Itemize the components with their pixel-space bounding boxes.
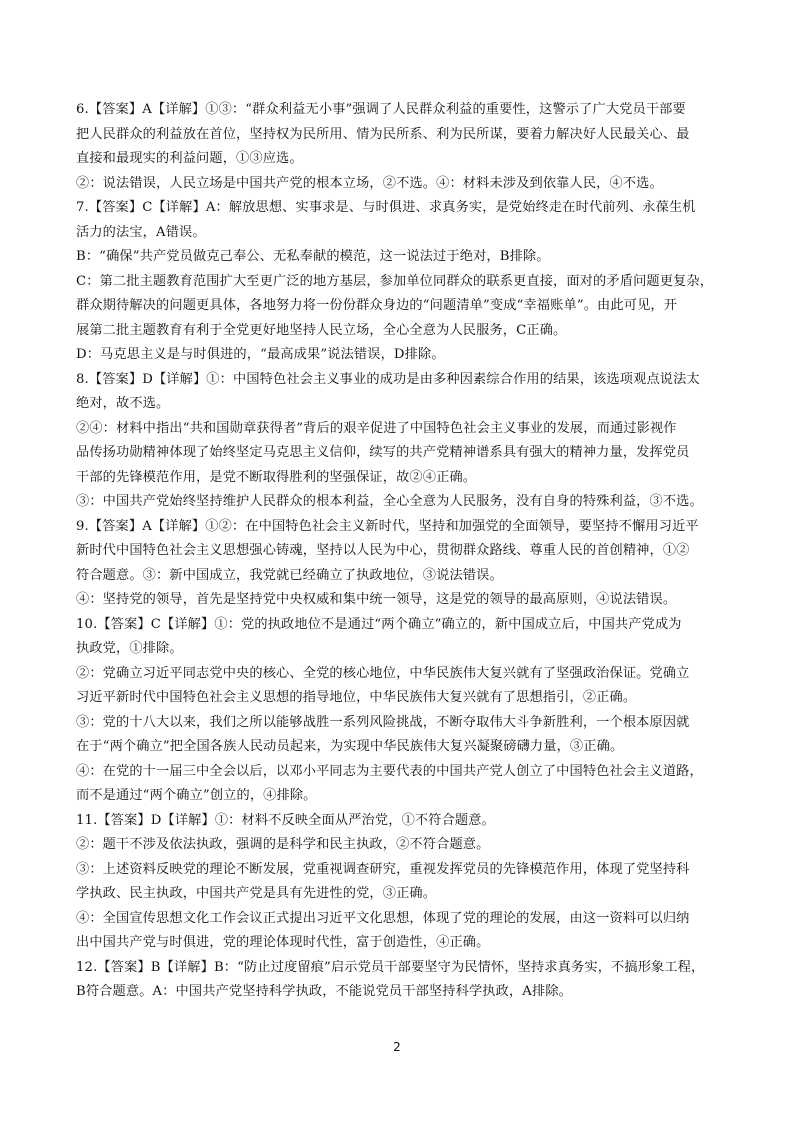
text-line: 9.【答案】A【详解】①②：在中国特色社会主义新时代，坚持和加强党的全面领导，要坚持不懈用习近平 [76, 518, 699, 534]
text-line: ④：坚持党的领导，首先是坚持党中央权威和集中统一领导，这是党的领导的最高原则，④说法错误。 [76, 592, 677, 607]
text-line: ④：全国宣传思想文化工作会议正式提出习近平文化思想，体现了党的理论的发展，由这一资料可以归纳 [76, 910, 690, 926]
text-line: 展第二批主题教育有利于全党更好地坚持人民立场，全心全意为人民服务，C正确。 [76, 322, 567, 338]
text-line: 符合题意。③：新中国成立，我党就已经确立了执政地位，③说法错误。 [76, 567, 503, 583]
text-line: 品传扬功勋精神体现了始终坚定马克思主义信仰，续写的共产党精神谱系具有强大的精神力量，发挥党员 [76, 445, 690, 460]
text-line: 7.【答案】C【详解】A：解放思想、实事求是、与时俱进、求真务实，是党始终走在时代前列、永葆生机 [76, 200, 696, 215]
text-line: 活力的法宝，A错误。 [76, 224, 206, 240]
text-line: 学执政、民主执政，中国共产党是具有先进性的党，③正确。 [76, 886, 437, 901]
text-line: 在于“两个确立”把全国各族人民动员起来，为实现中华民族伟大复兴凝聚磅礴力量，③正确。 [76, 739, 624, 754]
text-line: 习近平新时代中国特色社会主义思想的指导地位，中华民族伟大复兴就有了思想指引，②正确。 [76, 690, 637, 705]
text-line: ④：在党的十一届三中全会以后，以邓小平同志为主要代表的中国共产党人创立了中国特色社会主义道路， [76, 763, 703, 779]
page-number: 2 [393, 1040, 401, 1054]
text-line: ②：说法错误，人民立场是中国共产党的根本立场，②不选。④：材料未涉及到依靠人民，④不选。 [76, 175, 663, 191]
text-line: B：“确保”共产党员做克己奉公、无私奉献的模范，这一说法过于绝对，B排除。 [76, 249, 550, 264]
text-line: ②：党确立习近平同志党中央的核心、全党的核心地位，中华民族伟大复兴就有了坚强政治保证。党确立 [76, 665, 690, 681]
text-line: 11.【答案】D【详解】①：材料不反映全面从严治党，①不符合题意。 [76, 812, 495, 828]
text-line: 新时代中国特色社会主义思想强心铸魂，坚持以人民为中心，贯彻群众路线、尊重人民的首创精神，①② [76, 543, 690, 558]
text-line: ③：党的十八大以来，我们之所以能够战胜一系列风险挑战，不断夺取伟大斗争新胜利，一个根本原因就 [76, 714, 690, 730]
text-line: 8.【答案】D【详解】①：中国特色社会主义事业的成功是由多种因素综合作用的结果，该选项观点说法太 [76, 371, 700, 387]
text-line: 绝对，故不选。 [76, 396, 170, 411]
text-line: ③：上述资料反映党的理论不断发展，党重视调查研究，重视发挥党员的先锋模范作用，体现了党坚持科 [76, 861, 690, 877]
text-line: 10.【答案】C【详解】①：党的执政地位不是通过“两个确立”确立的，新中国成立后，中国共产党成为 [76, 616, 682, 632]
text-line: 6.【答案】A【详解】①③：“群众利益无小事”强调了人民群众利益的重要性，这警示了广大党员干部要 [76, 102, 686, 117]
text-line: D：马克思主义是与时俱进的，“最高成果”说法错误，D排除。 [76, 347, 445, 362]
text-line: B符合题意。A：中国共产党坚持科学执政，不能说党员干部坚持科学执政，A排除。 [76, 984, 572, 999]
answer-explanations [76, 98, 722, 1005]
text-line: 12.【答案】B【详解】B：“防止过度留痕”启示党员干部要坚守为民情怀，坚持求真务实，不搞形象工程， [76, 959, 705, 975]
text-line: ②：题干不涉及依法执政，强调的是科学和民主执政，②不符合题意。 [76, 837, 490, 852]
text-line: ③：中国共产党始终坚持维护人民群众的根本利益，全心全意为人民服务，没有自身的特殊利益，③不选。 [76, 494, 703, 509]
text-line: 而不是通过“两个确立”创立的，④排除。 [76, 788, 317, 803]
text-line: 执政党，①排除。 [76, 641, 183, 656]
text-line: 把人民群众的利益放在首位，坚持权为民所用、情为民所系、利为民所谋，要着力解决好人民最关心、最 [76, 126, 690, 142]
text-line: 直接和最现实的利益问题，①③应选。 [76, 151, 303, 166]
text-line: 群众期待解决的问题更具体，各地努力将一份份群众身边的“问题清单”变成“幸福账单”。由此可见，开 [76, 298, 678, 313]
text-line: 干部的先锋模范作用，是党不断取得胜利的坚强保证，故②④正确。 [76, 469, 477, 485]
text-line: 出中国共产党与时俱进，党的理论体现时代性，富于创造性，④正确。 [76, 935, 490, 950]
text-line: ②④：材料中指出“共和国勋章获得者”背后的艰辛促进了中国特色社会主义事业的发展，而通过影视作 [76, 420, 677, 436]
text-line: C：第二批主题教育范围扩大至更广泛的地方基层，参加单位同群众的联系更直接，面对的矛盾问题更复杂， [76, 273, 714, 289]
